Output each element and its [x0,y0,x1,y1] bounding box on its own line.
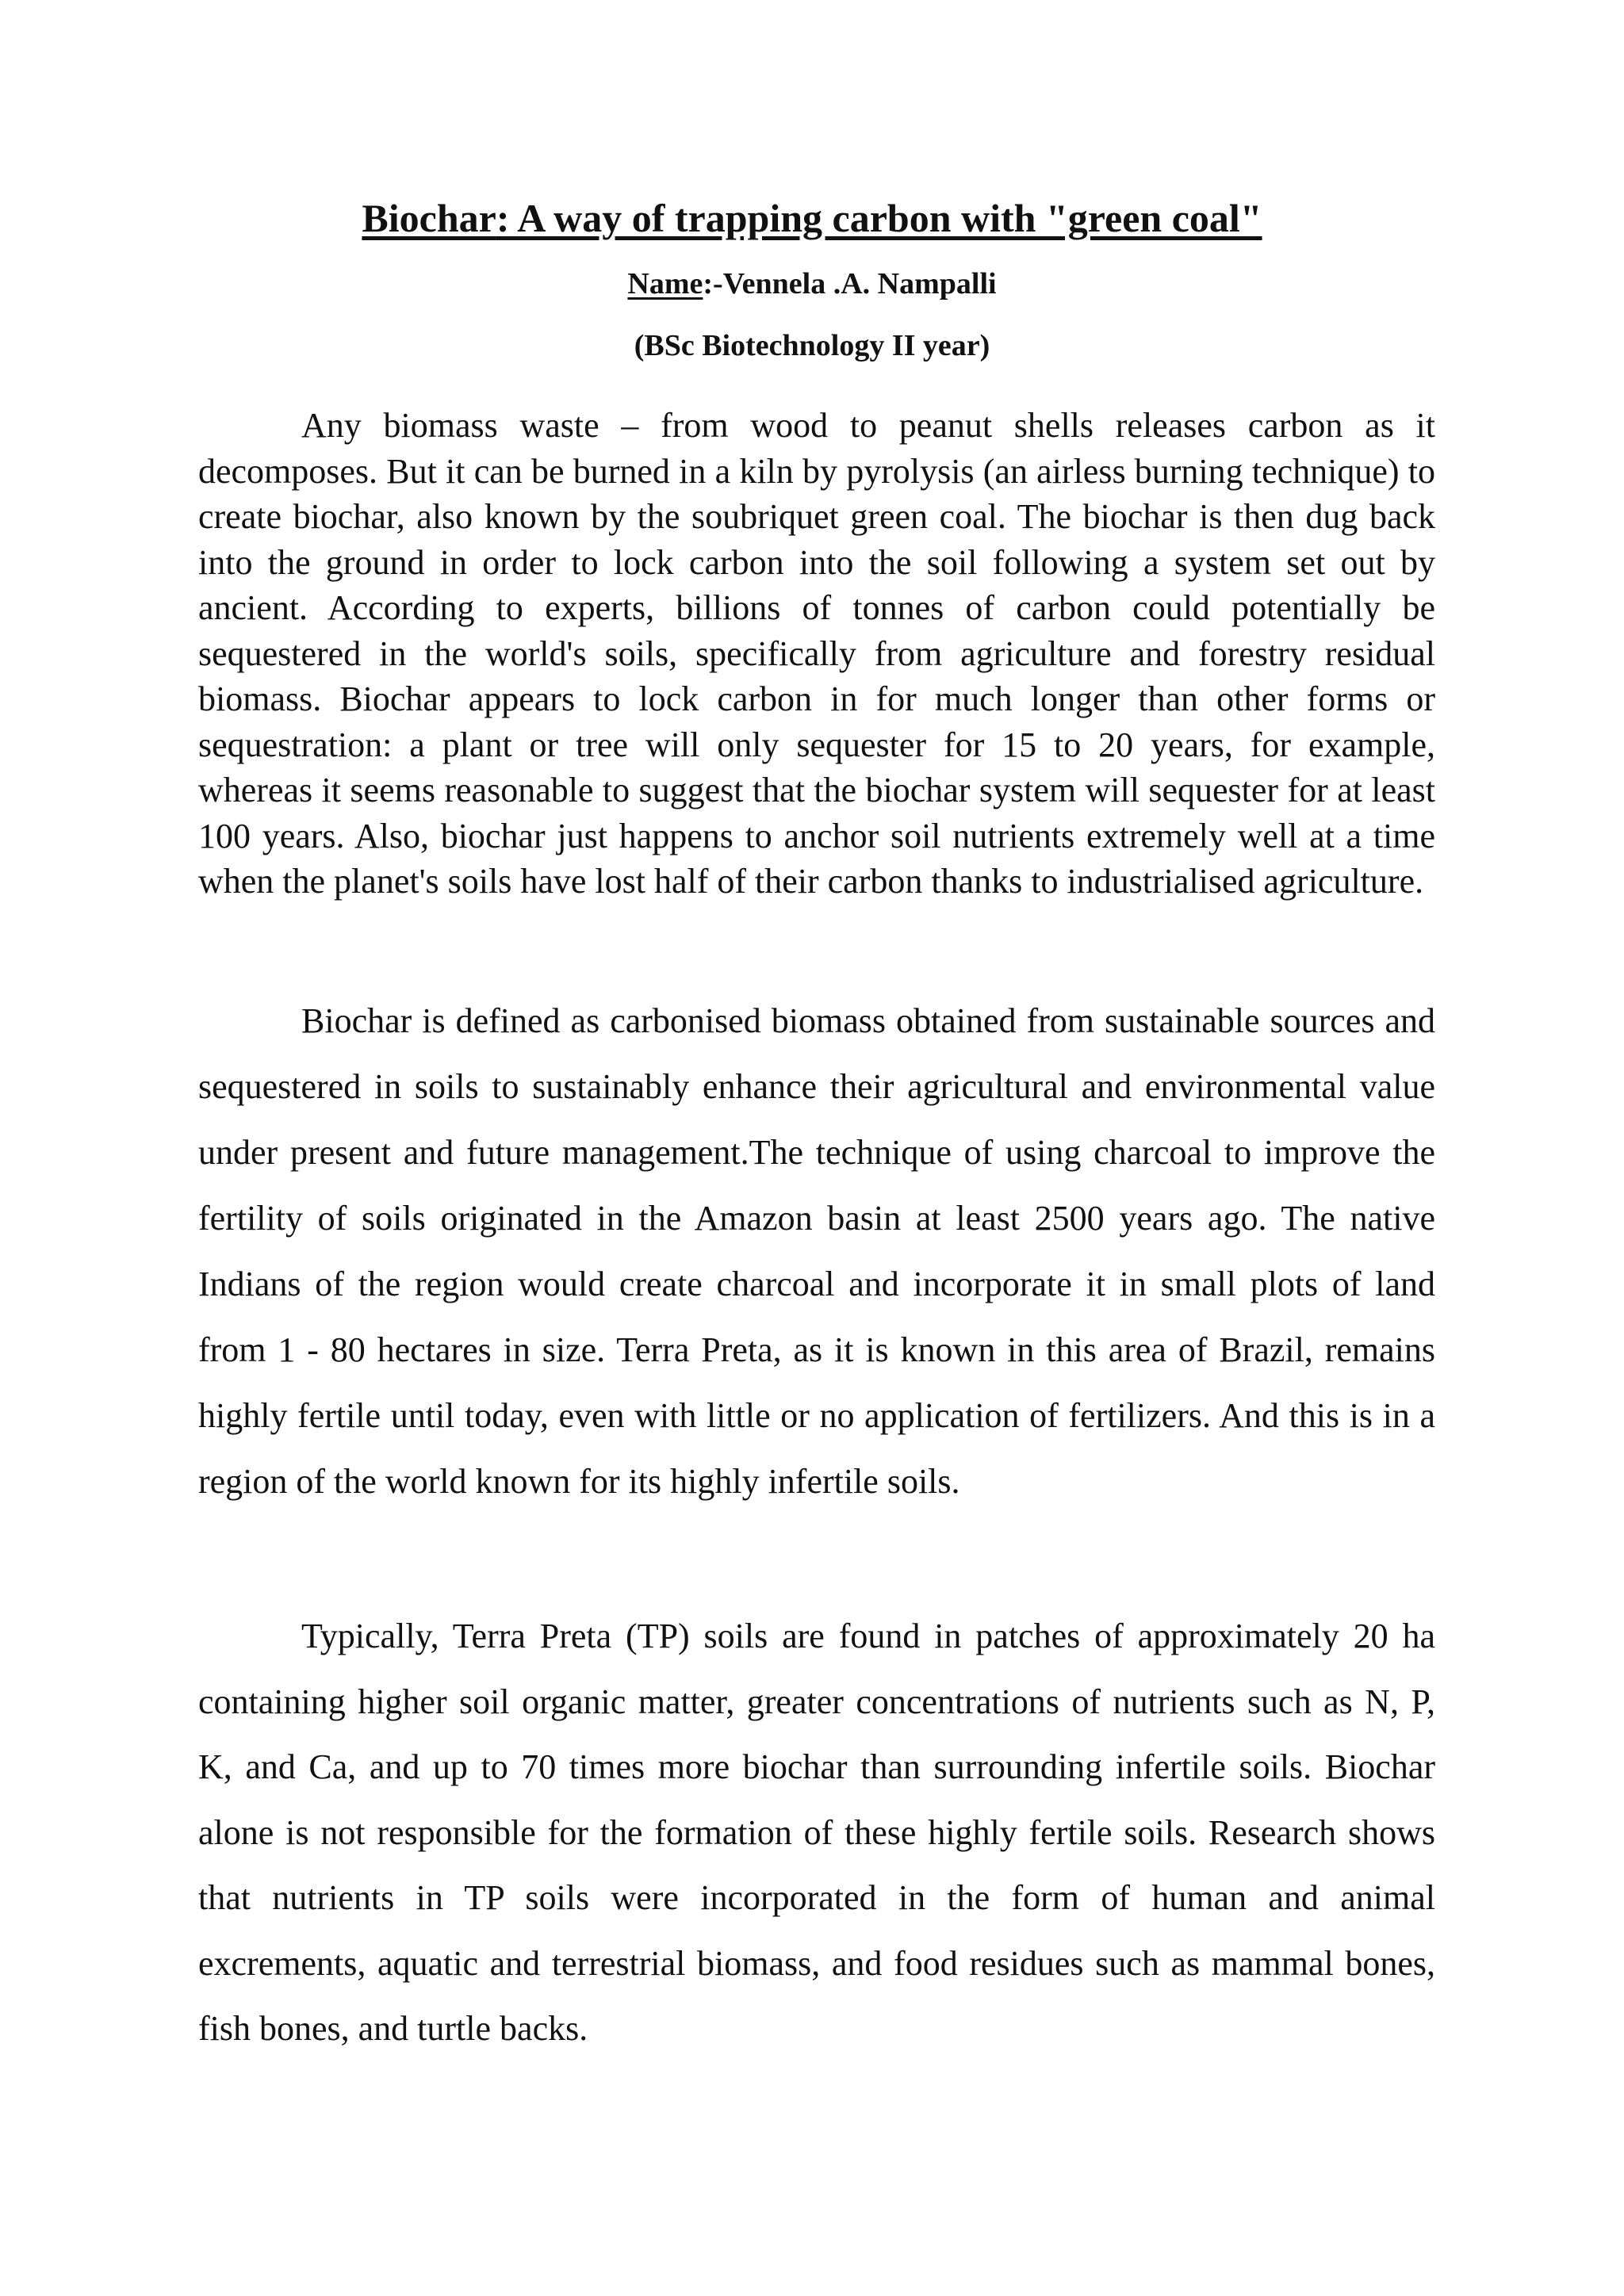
paragraph-3: Typically, Terra Preta (TP) soils are found in patches of approximately 20 ha containing higher soil organic matter, greater concentrations of nutrients such as N, P, K, and Ca, and up to 70 times more biochar than surrounding infertile soils. Biochar alone is not responsible for the formation of these highly fertile soils. Research shows that nutrients in TP soils were incorporated in the form of human and animal excrements, aquatic and terrestrial biomass, and food residues such as mammal bones, fish bones, and turtle backs. [198,1617,1435,2048]
author-label: Name [627,267,703,300]
page-title [0,190,1624,246]
course-line: (BSc Biotechnology II year) [634,329,990,362]
author-line [0,262,1624,306]
author-name: :-Vennela .A. Nampalli [703,267,997,300]
title-rest: : A way of trapping carbon with "green coal" [496,196,1262,240]
paragraph-1: Any biomass waste – from wood to peanut shells releases carbon as it decomposes. But it can be burned in a kiln by pyrolysis (an airless burning technique) to create biochar, also known by the soubriquet green coal. The biochar is then dug back into the ground in order to lock carbon into the soil following a system set out by ancient. According to experts, billions of tonnes of carbon could potentially be sequestered in the world's soils, specifically from agriculture and forestry residual biomass. Biochar appears to lock carbon in for much longer than other forms or sequestration: a plant or tree will only sequester for 15 to 20 years, for example, whereas it seems reasonable to suggest that the biochar system will sequester for at least 100 years. Also, biochar just happens to anchor soil nutrients extremely well at a time when the planet's soils have lost half of their carbon thanks to industrialised agriculture. [198,406,1435,901]
title-underlined: Biochar [362,196,496,240]
paragraph-2: Biochar is defined as carbonised biomass obtained from sustainable sources and sequestered in soils to sustainably enhance their agricultural and environmental value under present and future management.The technique of using charcoal to improve the fertility of soils originated in the Amazon basin at least 2500 years ago. The native Indians of the region would create charcoal and incorporate it in small plots of land from 1 - 80 hectares in size. Terra Preta, as it is known in this area of Brazil, remains highly fertile until today, even with little or no application of fertilizers. And this is in a region of the world known for its highly infertile soils. [198,1001,1435,1501]
